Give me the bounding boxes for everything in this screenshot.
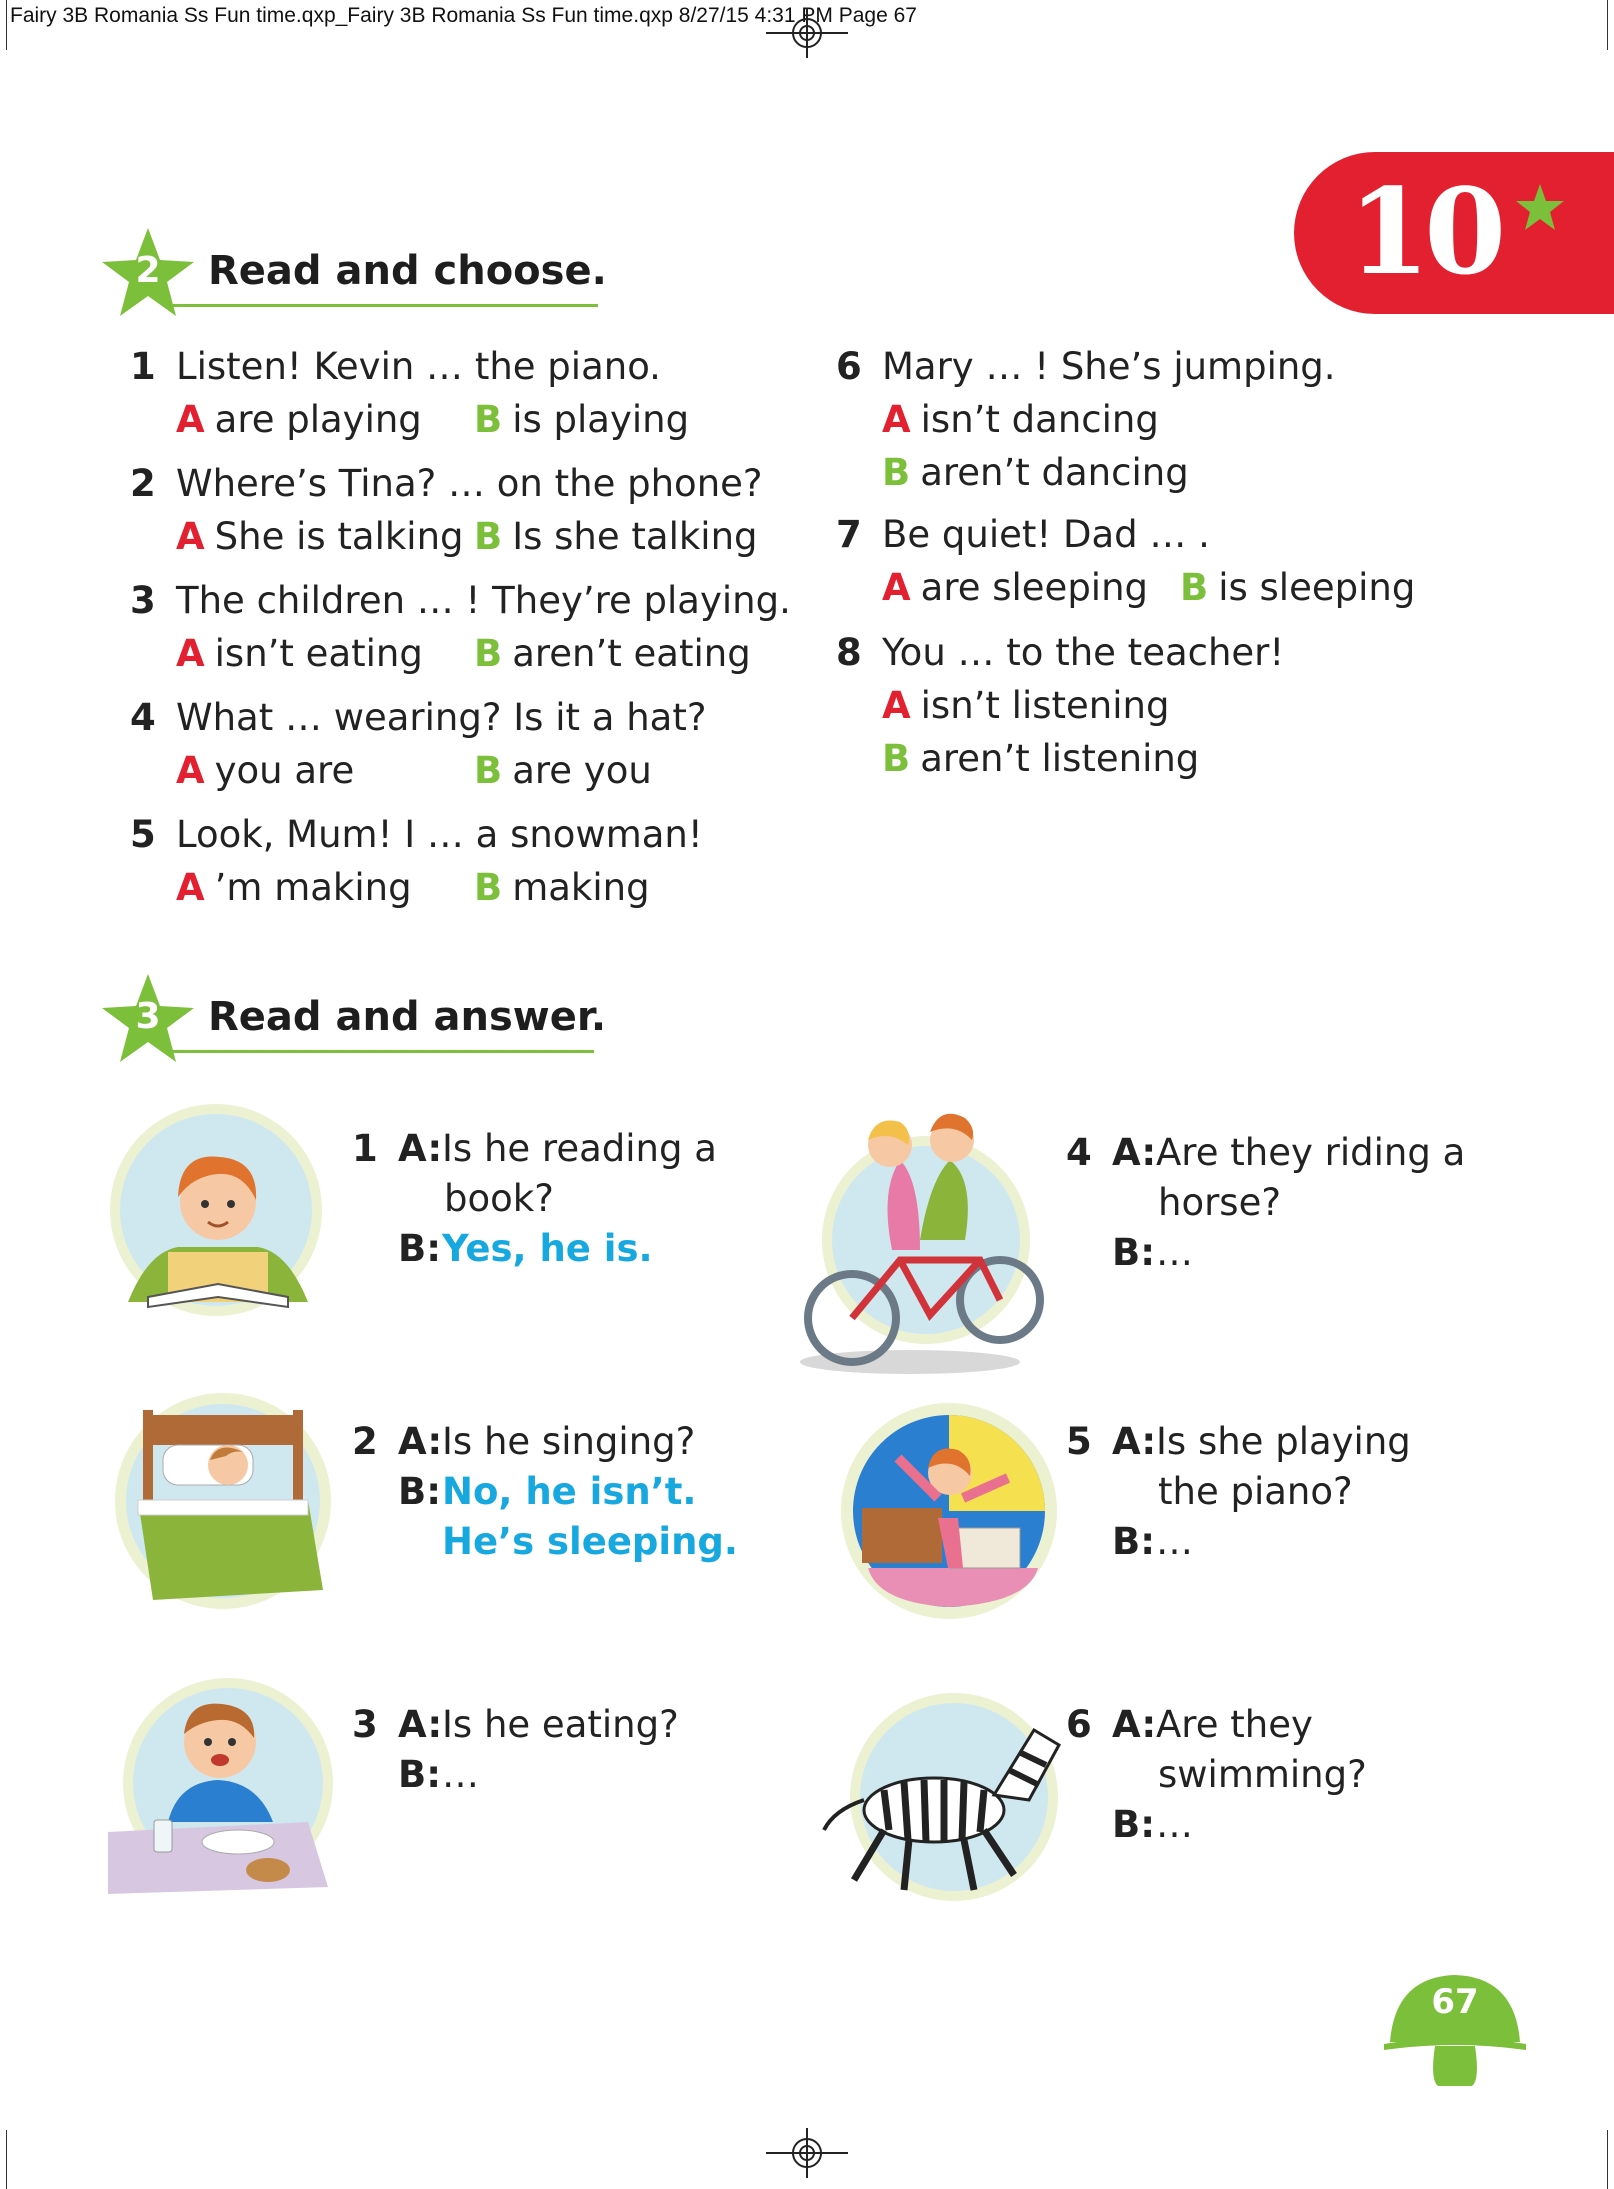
dialogue-3: [352, 1700, 772, 1810]
option-a: [176, 861, 412, 914]
question-text: What … wearing? Is it a hat?: [176, 696, 707, 739]
unit-number: 10: [1348, 162, 1501, 301]
option-b-text: aren’t eating: [512, 632, 751, 675]
option-a-text: you are: [214, 749, 355, 792]
dialogue-number: 3: [352, 1703, 378, 1746]
dialogue-1: [352, 1124, 772, 1284]
option-a-text: are playing: [214, 398, 422, 441]
dialogue-number: 1: [352, 1127, 378, 1170]
option-b-text: are you: [512, 749, 652, 792]
speaker-b-label: B:: [398, 1227, 441, 1270]
exercise-3-heading: [100, 972, 620, 1072]
speaker-a-label: A:: [1112, 1703, 1157, 1746]
option-b: [474, 861, 650, 914]
speaker-a-label: A:: [1112, 1131, 1157, 1174]
crop-mark: [1607, 2130, 1608, 2189]
registration-mark-icon: [766, 8, 848, 58]
answer-line: No, he isn’t.: [442, 1470, 697, 1513]
exercise-title: Read and choose.: [208, 248, 607, 294]
girl-dancing-picture: [838, 1398, 1060, 1624]
option-a: [882, 679, 1169, 732]
option-letter-b: B: [882, 451, 911, 494]
question-number: 8: [836, 631, 862, 674]
question-line: Are they riding a: [1156, 1131, 1466, 1174]
crop-mark: [6, 2130, 7, 2189]
option-letter-b: B: [474, 749, 503, 792]
question-line: Is he singing?: [442, 1420, 696, 1463]
exercise-2-heading: [100, 226, 620, 326]
question-line: Is she playing: [1156, 1420, 1411, 1463]
question-line: book?: [444, 1177, 554, 1220]
option-a-text: are sleeping: [920, 566, 1149, 609]
question-8: [836, 626, 1456, 786]
option-b: [474, 744, 652, 797]
speaker-a-label: A:: [1112, 1420, 1157, 1463]
speaker-a-label: A:: [398, 1420, 443, 1463]
option-letter-b: B: [882, 737, 911, 780]
option-letter-b: B: [474, 398, 503, 441]
exercise-title: Read and answer.: [208, 994, 607, 1040]
question-line: horse?: [1158, 1181, 1281, 1224]
option-a-text: She is talking: [214, 515, 464, 558]
dialogue-number: 5: [1066, 1420, 1092, 1463]
question-text: Look, Mum! I … a snowman!: [176, 813, 703, 856]
option-b: [882, 732, 1199, 785]
unit-badge: [1294, 152, 1614, 314]
option-b-text: aren’t dancing: [920, 451, 1189, 494]
question-text: Mary … ! She’s jumping.: [882, 345, 1336, 388]
answer-placeholder: …: [1156, 1520, 1193, 1563]
option-letter-a: A: [882, 398, 911, 441]
answer-placeholder: …: [442, 1753, 479, 1796]
boy-eating-picture: [108, 1672, 338, 1894]
question-5: [130, 808, 770, 918]
option-letter-b: B: [474, 866, 503, 909]
question-1: [130, 340, 770, 450]
option-b: [882, 446, 1189, 499]
speaker-b-label: B:: [1112, 1520, 1155, 1563]
speaker-b-label: B:: [1112, 1231, 1155, 1274]
option-a: [176, 393, 422, 446]
print-header: Fairy 3B Romania Ss Fun time.qxp_Fairy 3B Romania Ss Fun time.qxp 8/27/15 4:31 PM Page 67: [10, 4, 917, 27]
crop-mark: [6, 0, 7, 50]
option-b-text: is playing: [512, 398, 690, 441]
option-a-text: ’m making: [214, 866, 412, 909]
question-number: 3: [130, 579, 156, 622]
option-b-text: making: [512, 866, 650, 909]
heading-underline: [170, 304, 598, 307]
question-line: Is he reading a: [442, 1127, 717, 1170]
question-3: [130, 574, 791, 684]
question-text: Be quiet! Dad … .: [882, 513, 1210, 556]
option-a: [176, 510, 464, 563]
question-number: 7: [836, 513, 862, 556]
option-letter-a: A: [176, 515, 205, 558]
option-b-text: aren’t listening: [920, 737, 1200, 780]
exercise-number: 3: [135, 996, 161, 1037]
question-text: The children … ! They’re playing.: [176, 579, 791, 622]
star-icon: [1514, 182, 1566, 234]
question-line: the piano?: [1158, 1470, 1353, 1513]
option-a: [176, 627, 423, 680]
option-b: [1180, 561, 1415, 614]
question-2: [130, 457, 770, 567]
option-letter-b: B: [1180, 566, 1209, 609]
page-number-badge: [1380, 1972, 1530, 2090]
option-b: [474, 627, 751, 680]
question-line: Is he eating?: [442, 1703, 679, 1746]
answer-line: He’s sleeping.: [442, 1520, 738, 1563]
dialogue-number: 4: [1066, 1131, 1092, 1174]
option-b-text: Is she talking: [512, 515, 758, 558]
answer-placeholder: …: [1156, 1231, 1193, 1274]
crop-mark: [1607, 0, 1608, 50]
zebras-picture: [814, 1690, 1084, 1904]
page-number: 67: [1431, 1982, 1479, 2022]
option-a: [882, 393, 1159, 446]
option-letter-a: A: [176, 866, 205, 909]
option-letter-a: A: [176, 749, 205, 792]
option-letter-a: A: [176, 632, 205, 675]
dialogue-4: [1066, 1128, 1526, 1288]
option-letter-b: B: [474, 632, 503, 675]
option-letter-a: A: [882, 566, 911, 609]
question-number: 5: [130, 813, 156, 856]
dialogue-6: [1066, 1700, 1526, 1860]
question-4: [130, 691, 770, 801]
question-number: 6: [836, 345, 862, 388]
boy-reading-picture: [108, 1102, 324, 1318]
children-bicycle-picture: [780, 1100, 1070, 1390]
option-a-text: isn’t eating: [214, 632, 423, 675]
question-line: Are they: [1156, 1703, 1313, 1746]
speaker-a-label: A:: [398, 1703, 443, 1746]
dialogue-number: 2: [352, 1420, 378, 1463]
question-line: swimming?: [1158, 1753, 1367, 1796]
question-text: Listen! Kevin … the piano.: [176, 345, 661, 388]
exercise-number: 2: [135, 250, 161, 291]
dialogue-2: [352, 1417, 772, 1577]
question-number: 2: [130, 462, 156, 505]
speaker-b-label: B:: [398, 1470, 441, 1513]
speaker-b-label: B:: [398, 1753, 441, 1796]
registration-mark-icon: [766, 2128, 848, 2178]
question-number: 4: [130, 696, 156, 739]
option-letter-a: A: [176, 398, 205, 441]
heading-underline: [170, 1050, 594, 1053]
option-a: [176, 744, 354, 797]
question-7: [836, 508, 1456, 618]
option-letter-a: A: [882, 684, 911, 727]
boy-sleeping-picture: [108, 1390, 338, 1612]
question-number: 1: [130, 345, 156, 388]
speaker-a-label: A:: [398, 1127, 443, 1170]
question-text: Where’s Tina? … on the phone?: [176, 462, 763, 505]
option-b: [474, 393, 689, 446]
answer-placeholder: …: [1156, 1803, 1193, 1846]
question-6: [836, 340, 1456, 500]
option-b-text: is sleeping: [1218, 566, 1416, 609]
option-a-text: isn’t listening: [920, 684, 1170, 727]
option-a: [882, 561, 1148, 614]
dialogue-5: [1066, 1417, 1526, 1577]
question-text: You … to the teacher!: [882, 631, 1285, 674]
option-a-text: isn’t dancing: [920, 398, 1159, 441]
option-b: [474, 510, 758, 563]
dialogue-number: 6: [1066, 1703, 1092, 1746]
answer-line: Yes, he is.: [442, 1227, 653, 1270]
speaker-b-label: B:: [1112, 1803, 1155, 1846]
option-letter-b: B: [474, 515, 503, 558]
